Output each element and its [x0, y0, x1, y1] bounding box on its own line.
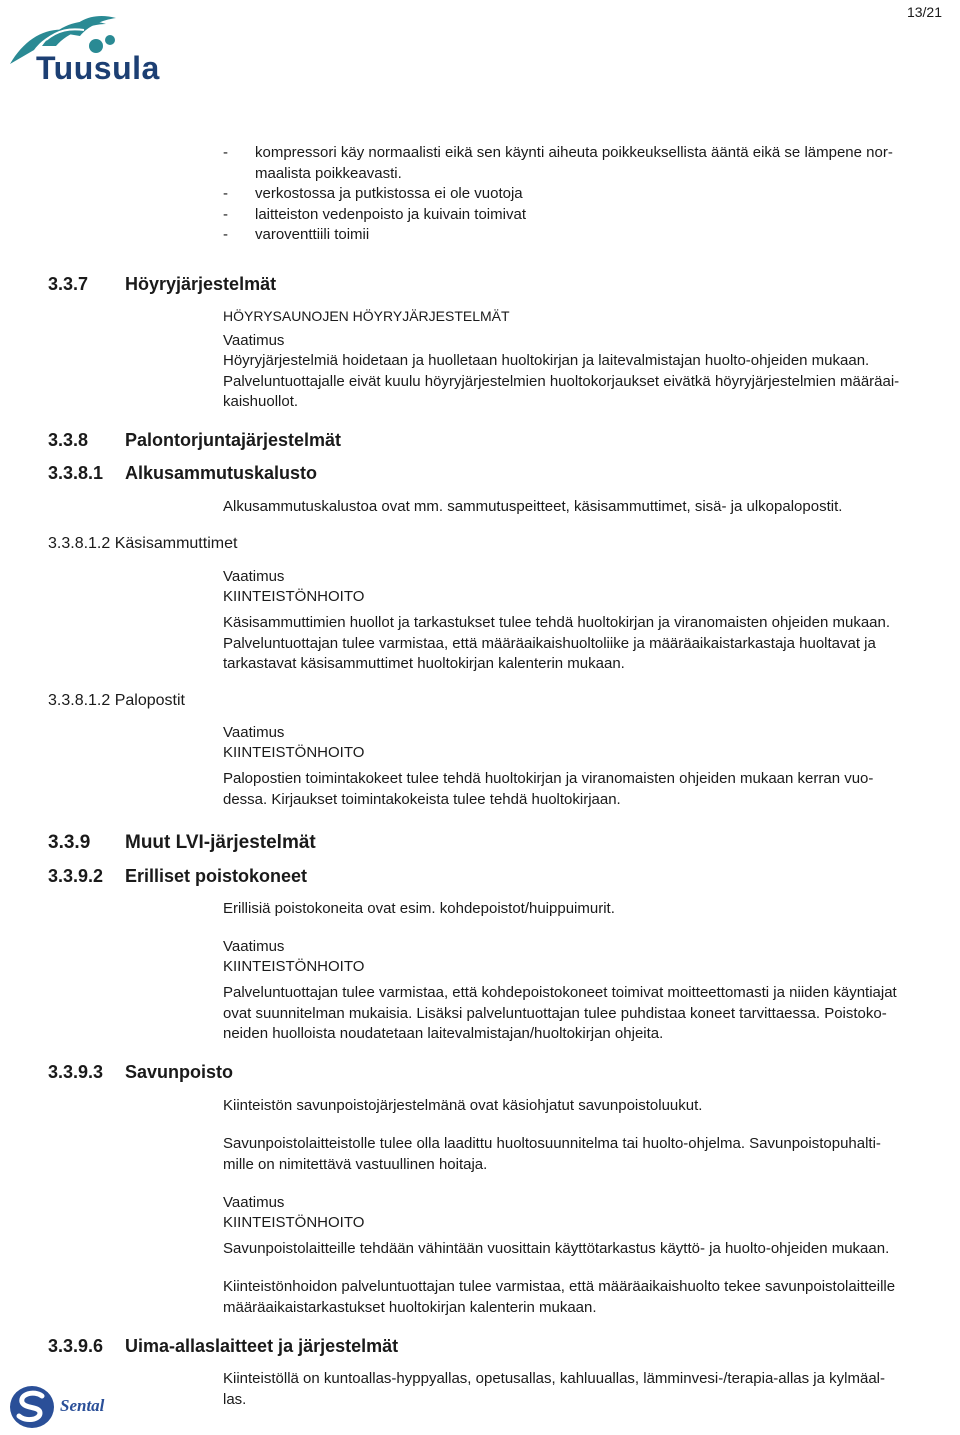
- paragraph: Kiinteistöllä on kuntoallas-hyppyallas, opetusallas, kahluuallas, lämminvesi-/terapia-allas ja kylmäal- las.: [223, 1370, 885, 1408]
- requirement-label: Vaatimus: [223, 1194, 285, 1211]
- sental-logo-icon: [8, 1382, 60, 1430]
- list-item: - varoventtiili toimii: [223, 226, 370, 243]
- requirement-label: Vaatimus: [223, 938, 285, 955]
- section-heading-3-3-7: 3.3.7 Höyryjärjestelmät: [48, 274, 277, 294]
- paragraph: Alkusammutuskalustoa ovat mm. sammutuspeitteet, käsisammuttimet, sisä- ja ulkopalopostit.: [223, 498, 843, 515]
- paragraph: Savunpoistolaitteille tehdään vähintään vuosittain käyttötarkastus käyttö- ja huolto-ohjeiden mukaan.: [223, 1240, 890, 1257]
- section-heading-3-3-8: 3.3.8 Palontorjuntajärjestelmät: [48, 430, 342, 450]
- bullet-list: [223, 143, 943, 246]
- section-heading-3-3-8-1: 3.3.8.1 Alkusammutuskalusto: [48, 463, 318, 483]
- responsible-label: KIINTEISTÖNHOITO: [223, 588, 365, 605]
- section-heading-palopostit: 3.3.8.1.2 Palopostit: [48, 692, 185, 709]
- responsible-label: KIINTEISTÖNHOITO: [223, 1214, 365, 1231]
- requirement-label: Vaatimus: [223, 568, 285, 585]
- section-heading-3-3-9-6: 3.3.9.6 Uima-allaslaitteet ja järjestelmät: [48, 1336, 399, 1356]
- section-heading-kasisammuttimet: 3.3.8.1.2 Käsisammuttimet: [48, 535, 238, 552]
- requirement-label: Vaatimus: [223, 724, 285, 741]
- list-item: - verkostossa ja putkistossa ei ole vuotoja: [223, 185, 523, 202]
- responsible-label: KIINTEISTÖNHOITO: [223, 744, 365, 761]
- subsection-title: HÖYRYSAUNOJEN HÖYRYJÄRJESTELMÄT: [223, 308, 510, 324]
- requirement-label: Vaatimus: [223, 332, 285, 349]
- paragraph: Kiinteistönhoidon palveluntuottajan tulee varmistaa, että määräaikaishuolto tekee savunpoistolaitteille määräaikaistarkastukset huoltokirjan kalenterin mukaan.: [223, 1278, 896, 1316]
- page-number: 13/21: [906, 4, 942, 20]
- list-item: maalista poikkeavasti.: [255, 164, 402, 182]
- section-heading-3-3-9-3: 3.3.9.3 Savunpoisto: [48, 1062, 234, 1082]
- paragraph: Palopostien toimintakokeet tulee tehdä huoltokirjan ja viranomaisten ohjeiden mukaan kerran vuo- dessa. Kirjaukset toimintakokeista tulee tehdä huoltokirjaan.: [223, 770, 874, 808]
- responsible-label: KIINTEISTÖNHOITO: [223, 958, 365, 975]
- footer-brand: Sental: [60, 1396, 105, 1415]
- list-item: - kompressori käy normaalisti eikä sen käynti aiheuta poikkeuksellista ääntä eikä se lämpene nor-: [223, 144, 893, 161]
- section-heading-3-3-9: 3.3.9 Muut LVI-järjestelmät: [48, 832, 316, 853]
- paragraph: Käsisammuttimien huollot ja tarkastukset tulee tehdä huoltokirjan ja viranomaisten ohjeiden mukaan. Palveluntuottajan tulee varmistaa, että määräaikaishuoltoliike ja määräaikaistarkastaja huoltavat ja tarkastavat käsisammuttimet huoltokirjan kalenterin mukaan.: [223, 614, 891, 672]
- paragraph: Palveluntuottajan tulee varmistaa, että kohdepoistokoneet toimivat moitteettomasti ja niiden käyntiajat ovat suunnitelman mukaisia. Lisäksi palveluntuottajan tulee puhdistaa koneet tarvittaessa. Poistoko- neiden huolloista noudatetaan laitevalmistajan/huoltokirjan ohjeita.: [223, 984, 897, 1042]
- paragraph: Erillisiä poistokoneita ovat esim. kohdepoistot/huippuimurit.: [223, 900, 615, 917]
- paragraph: Savunpoistolaitteistolle tulee olla laadittu huoltosuunnitelma tai huolto-ohjelma. Savunpoistopuhalti- mille on nimitettävä vastuullinen hoitaja.: [223, 1135, 881, 1173]
- list-item: - laitteiston vedenpoisto ja kuivain toimivat: [223, 205, 526, 223]
- logo-wordmark: Tuusula: [36, 50, 160, 86]
- paragraph: Kiinteistön savunpoistojärjestelmänä ovat käsiohjatut savunpoistoluukut.: [223, 1097, 703, 1114]
- section-heading-3-3-9-2: 3.3.9.2 Erilliset poistokoneet: [48, 866, 308, 886]
- paragraph: Höyryjärjestelmiä hoidetaan ja huolletaan huoltokirjan ja laitevalmistajan huolto-ohjeiden mukaan. Palveluntuottajalle eivät kuulu höyryjärjestelmien huoltokorjaukset eivätkä höyryjärjestelmien määräai- kaishuollot.: [223, 352, 900, 410]
